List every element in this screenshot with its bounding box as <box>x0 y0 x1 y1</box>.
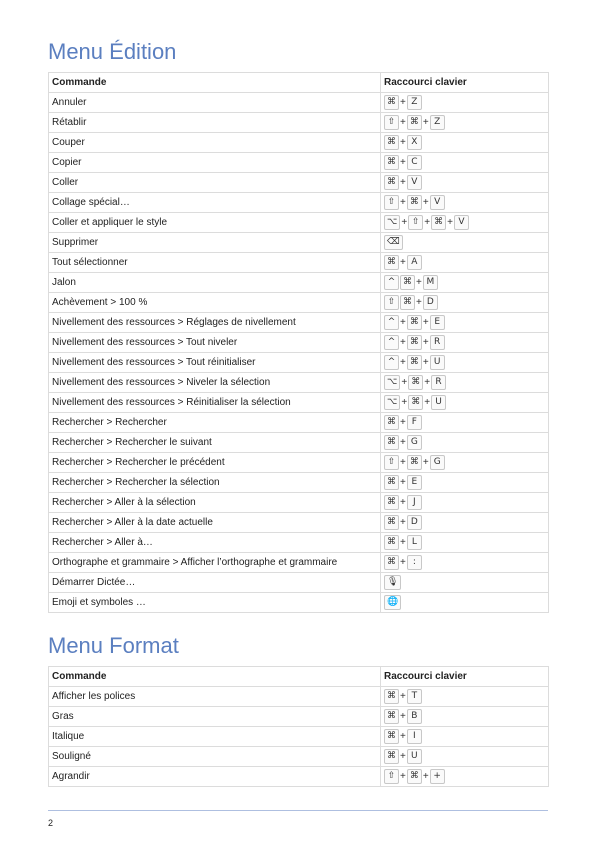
key-cap: I <box>407 729 422 744</box>
command-cell: Nivellement des ressources > Réinitialiser la sélection <box>49 393 381 413</box>
command-cell: Achèvement > 100 % <box>49 293 381 313</box>
plus-separator: + <box>400 537 406 548</box>
shortcut-keys <box>384 573 545 592</box>
command-cell: Rechercher > Rechercher la sélection <box>49 473 381 493</box>
table-row <box>49 253 549 273</box>
plus-separator: + <box>416 297 422 308</box>
key-cap: V <box>454 215 469 230</box>
shortcut-cell <box>381 273 549 293</box>
shortcut-cell <box>381 333 549 353</box>
shortcut-keys <box>384 233 545 252</box>
shortcut-cell <box>381 233 549 253</box>
edition-menu-title: Menu Édition <box>48 39 177 64</box>
command-cell: Italique <box>49 727 381 747</box>
shortcut-cell <box>381 173 549 193</box>
table-row <box>49 233 549 253</box>
key-cap: ^ <box>384 335 399 350</box>
key-cap: ⌘ <box>384 495 399 510</box>
key-cap: ⌘ <box>407 115 422 130</box>
key-cap: E <box>407 475 422 490</box>
plus-separator: + <box>416 277 422 288</box>
table-row <box>49 707 549 727</box>
command-cell: Démarrer Dictée… <box>49 573 381 593</box>
table-row <box>49 373 549 393</box>
table-row <box>49 453 549 473</box>
shortcut-cell <box>381 767 549 787</box>
format-shortcuts-table <box>48 666 549 787</box>
key-cap: C <box>407 155 422 170</box>
key-cap: ⇧ <box>384 115 399 130</box>
key-cap: ⇧ <box>384 195 399 210</box>
format-menu-title: Menu Format <box>48 633 179 658</box>
shortcut-keys <box>384 373 545 392</box>
shortcut-cell <box>381 193 549 213</box>
table-row <box>49 273 549 293</box>
key-cap: ⌘ <box>384 435 399 450</box>
key-cap: ⇧ <box>384 769 399 784</box>
key-cap: ⌘ <box>384 535 399 550</box>
edition-shortcuts-table <box>48 72 549 613</box>
key-cap: ^ <box>384 315 399 330</box>
key-cap: 🎙 <box>384 575 401 590</box>
key-cap: F <box>407 415 422 430</box>
key-cap: ⌘ <box>407 455 422 470</box>
plus-separator: + <box>400 337 406 348</box>
key-cap: R <box>431 375 446 390</box>
key-cap: X <box>407 135 422 150</box>
shortcut-keys <box>384 433 545 452</box>
command-cell: Rechercher > Rechercher le précédent <box>49 453 381 473</box>
shortcut-cell <box>381 747 549 767</box>
table-row <box>49 133 549 153</box>
shortcut-keys <box>384 393 545 412</box>
plus-separator: + <box>400 177 406 188</box>
command-cell: Nivellement des ressources > Tout réinitialiser <box>49 353 381 373</box>
key-cap: ⇧ <box>384 455 399 470</box>
key-cap: ⌥ <box>384 215 400 230</box>
key-cap: ⌘ <box>407 315 422 330</box>
key-cap: ⌘ <box>384 709 399 724</box>
format-section <box>48 628 549 787</box>
table-header-row <box>49 73 549 93</box>
plus-separator: + <box>400 197 406 208</box>
shortcut-keys <box>384 273 545 292</box>
command-cell: Annuler <box>49 93 381 113</box>
shortcut-keys <box>384 533 545 552</box>
key-cap: U <box>430 355 445 370</box>
plus-separator: + <box>424 217 431 228</box>
plus-separator: + <box>400 497 406 508</box>
shortcut-keys <box>384 93 545 112</box>
command-cell: Collage spécial… <box>49 193 381 213</box>
key-cap: ⌘ <box>384 689 399 704</box>
shortcut-keys <box>384 513 545 532</box>
shortcut-cell <box>381 573 549 593</box>
key-cap: J <box>407 495 422 510</box>
command-cell: Orthographe et grammaire > Afficher l’orthographe et grammaire <box>49 553 381 573</box>
key-cap: ^ <box>384 355 399 370</box>
plus-separator: + <box>400 257 406 268</box>
table-row <box>49 113 549 133</box>
key-cap: ⇧ <box>384 295 399 310</box>
key-cap: E <box>430 315 445 330</box>
shortcut-cell <box>381 133 549 153</box>
key-cap: ⌫ <box>384 235 403 250</box>
key-cap: 🌐 <box>384 595 401 610</box>
table-row <box>49 573 549 593</box>
shortcut-cell <box>381 113 549 133</box>
shortcut-cell <box>381 293 549 313</box>
key-cap: ⌘ <box>407 195 422 210</box>
command-cell: Coller et appliquer le style <box>49 213 381 233</box>
key-cap: : <box>407 555 422 570</box>
page-number: 2 <box>48 818 54 828</box>
shortcut-cell <box>381 213 549 233</box>
shortcut-keys <box>384 687 545 706</box>
table-row <box>49 747 549 767</box>
plus-separator: + <box>422 337 429 348</box>
shortcut-cell <box>381 433 549 453</box>
command-cell: Jalon <box>49 273 381 293</box>
plus-separator: + <box>400 731 406 742</box>
key-cap: D <box>423 295 438 310</box>
table-row <box>49 213 549 233</box>
command-cell: Souligné <box>49 747 381 767</box>
shortcut-keys <box>384 767 545 786</box>
key-cap: G <box>407 435 422 450</box>
shortcut-keys <box>384 727 545 746</box>
plus-separator: + <box>422 197 429 208</box>
key-cap: ⌘ <box>384 135 399 150</box>
plus-separator: + <box>400 357 406 368</box>
shortcut-keys <box>384 293 545 312</box>
shortcut-keys <box>384 493 545 512</box>
edition-table-body <box>49 93 549 613</box>
shortcut-cell <box>381 93 549 113</box>
plus-separator: + <box>422 117 429 128</box>
key-cap: M <box>423 275 438 290</box>
table-row <box>49 153 549 173</box>
plus-separator: + <box>422 357 429 368</box>
key-cap: ⌘ <box>400 275 415 290</box>
shortcut-keys <box>384 353 545 372</box>
column-header-command: Commande <box>49 73 381 93</box>
key-cap: ⌘ <box>407 355 422 370</box>
key-cap: ⌘ <box>384 515 399 530</box>
table-row <box>49 93 549 113</box>
command-cell: Rechercher > Aller à la sélection <box>49 493 381 513</box>
shortcut-keys <box>384 413 545 432</box>
column-header-shortcut: Raccourci clavier <box>381 73 549 93</box>
table-row <box>49 333 549 353</box>
shortcut-cell <box>381 493 549 513</box>
key-cap: G <box>430 455 445 470</box>
column-header-shortcut: Raccourci clavier <box>381 667 549 687</box>
shortcut-cell <box>381 393 549 413</box>
command-cell: Couper <box>49 133 381 153</box>
plus-separator: + <box>447 217 453 228</box>
key-cap: ⌘ <box>384 749 399 764</box>
key-cap: ⌘ <box>408 375 423 390</box>
plus-separator: + <box>400 691 406 702</box>
key-cap: + <box>430 769 445 784</box>
shortcut-cell <box>381 687 549 707</box>
plus-separator: + <box>400 711 406 722</box>
key-cap: ⌘ <box>384 255 399 270</box>
plus-separator: + <box>400 157 406 168</box>
shortcut-cell <box>381 473 549 493</box>
key-cap: R <box>430 335 445 350</box>
command-cell: Rechercher > Rechercher le suivant <box>49 433 381 453</box>
table-row <box>49 513 549 533</box>
table-row <box>49 593 549 613</box>
format-table-body <box>49 687 549 787</box>
table-row <box>49 553 549 573</box>
key-cap: ⌘ <box>384 729 399 744</box>
plus-separator: + <box>400 517 406 528</box>
command-cell: Copier <box>49 153 381 173</box>
table-row <box>49 413 549 433</box>
key-cap: U <box>431 395 446 410</box>
command-cell: Rechercher > Aller à la date actuelle <box>49 513 381 533</box>
shortcut-keys <box>384 747 545 766</box>
plus-separator: + <box>400 317 406 328</box>
plus-separator: + <box>401 377 408 388</box>
shortcut-cell <box>381 413 549 433</box>
shortcut-keys <box>384 213 545 232</box>
shortcut-keys <box>384 453 545 472</box>
plus-separator: + <box>422 771 429 782</box>
command-cell: Gras <box>49 707 381 727</box>
table-row <box>49 473 549 493</box>
key-cap: ⌘ <box>384 415 399 430</box>
key-cap: ⌘ <box>384 155 399 170</box>
plus-separator: + <box>422 317 429 328</box>
key-cap: ⌘ <box>431 215 446 230</box>
key-cap: U <box>407 749 422 764</box>
key-cap: ⌘ <box>384 175 399 190</box>
command-cell: Emoji et symboles … <box>49 593 381 613</box>
plus-separator: + <box>400 771 406 782</box>
key-cap: L <box>407 535 422 550</box>
shortcut-cell <box>381 373 549 393</box>
shortcut-cell <box>381 453 549 473</box>
key-cap: ⌘ <box>407 769 422 784</box>
shortcut-keys <box>384 193 545 212</box>
plus-separator: + <box>400 137 406 148</box>
key-cap: ⌘ <box>400 295 415 310</box>
shortcut-keys <box>384 333 545 352</box>
key-cap: V <box>407 175 422 190</box>
shortcut-cell <box>381 353 549 373</box>
key-cap: ⌘ <box>384 95 399 110</box>
footer-divider <box>48 810 548 811</box>
key-cap: Z <box>407 95 422 110</box>
shortcut-keys <box>384 153 545 172</box>
table-row <box>49 687 549 707</box>
plus-separator: + <box>400 557 406 568</box>
plus-separator: + <box>400 97 406 108</box>
plus-separator: + <box>400 457 406 468</box>
key-cap: ⌘ <box>407 335 422 350</box>
table-row <box>49 173 549 193</box>
shortcut-keys <box>384 553 545 572</box>
command-cell: Tout sélectionner <box>49 253 381 273</box>
column-header-command: Commande <box>49 667 381 687</box>
plus-separator: + <box>401 217 408 228</box>
shortcut-cell <box>381 153 549 173</box>
table-row <box>49 193 549 213</box>
shortcut-cell <box>381 313 549 333</box>
table-row <box>49 293 549 313</box>
key-cap: ⇧ <box>408 215 423 230</box>
key-cap: V <box>430 195 445 210</box>
plus-separator: + <box>400 437 406 448</box>
command-cell: Afficher les polices <box>49 687 381 707</box>
shortcut-cell <box>381 533 549 553</box>
shortcut-cell <box>381 253 549 273</box>
shortcut-keys <box>384 133 545 152</box>
plus-separator: + <box>424 397 431 408</box>
shortcut-keys <box>384 253 545 272</box>
command-cell: Supprimer <box>49 233 381 253</box>
edition-section <box>48 34 549 613</box>
key-cap: ^ <box>384 275 399 290</box>
shortcut-keys <box>384 593 545 612</box>
command-cell: Coller <box>49 173 381 193</box>
key-cap: T <box>407 689 422 704</box>
shortcut-keys <box>384 707 545 726</box>
plus-separator: + <box>400 117 406 128</box>
shortcut-keys <box>384 313 545 332</box>
command-cell: Nivellement des ressources > Tout niveler <box>49 333 381 353</box>
shortcut-cell <box>381 727 549 747</box>
table-row <box>49 767 549 787</box>
plus-separator: + <box>401 397 408 408</box>
table-row <box>49 493 549 513</box>
table-row <box>49 393 549 413</box>
key-cap: B <box>407 709 422 724</box>
key-cap: ⌘ <box>408 395 423 410</box>
key-cap: ⌥ <box>384 395 400 410</box>
plus-separator: + <box>422 457 429 468</box>
shortcut-cell <box>381 553 549 573</box>
table-row <box>49 533 549 553</box>
plus-separator: + <box>400 477 406 488</box>
plus-separator: + <box>424 377 431 388</box>
table-header-row <box>49 667 549 687</box>
shortcut-cell <box>381 593 549 613</box>
key-cap: ⌥ <box>384 375 400 390</box>
shortcut-keys <box>384 173 545 192</box>
shortcut-keys <box>384 473 545 492</box>
key-cap: ⌘ <box>384 475 399 490</box>
table-row <box>49 353 549 373</box>
command-cell: Rechercher > Rechercher <box>49 413 381 433</box>
table-row <box>49 313 549 333</box>
command-cell: Nivellement des ressources > Réglages de nivellement <box>49 313 381 333</box>
plus-separator: + <box>400 751 406 762</box>
shortcut-keys <box>384 113 545 132</box>
key-cap: ⌘ <box>384 555 399 570</box>
key-cap: A <box>407 255 422 270</box>
plus-separator: + <box>400 417 406 428</box>
command-cell: Nivellement des ressources > Niveler la sélection <box>49 373 381 393</box>
command-cell: Agrandir <box>49 767 381 787</box>
key-cap: Z <box>430 115 445 130</box>
command-cell: Rechercher > Aller à… <box>49 533 381 553</box>
key-cap: D <box>407 515 422 530</box>
table-row <box>49 433 549 453</box>
shortcut-cell <box>381 707 549 727</box>
command-cell: Rétablir <box>49 113 381 133</box>
shortcut-cell <box>381 513 549 533</box>
table-row <box>49 727 549 747</box>
